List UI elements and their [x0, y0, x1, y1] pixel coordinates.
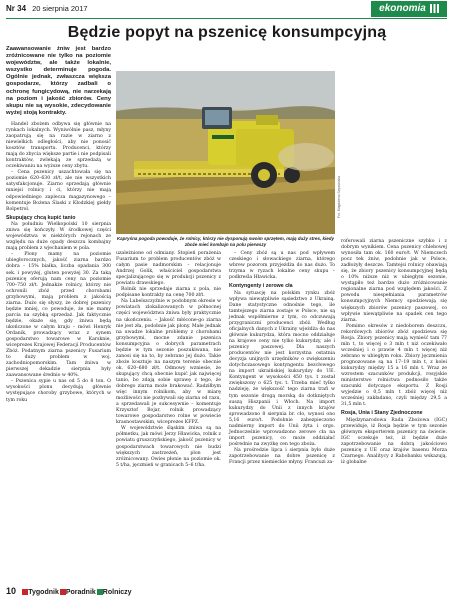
paragraph: – Ceny zbóż są u nas pod wpływem czeskiego i słowackiego ziarna, którego wbrew pozorom przyjeżdża do nas dużo. To trzyma w ryzach lokalne ceny skupu – podkreśla Hławicka.: [229, 251, 335, 281]
footer-logo-part: Tygodnik: [28, 589, 59, 596]
paragraph: – Plony mamy na poziomie ubiegłorocznych, jakość ziarna bardzo dobra – 15% białka, liczba opadania 300 sek. i powyżej, gluten powyżej 30. Za taką pszenicę oferują nam ceny na poziomie 700–750 zł/t. Jednakże rolnicy, którzy nie ochronili zbóż przed chorobami grzybowymi, mają problem z jakością ziarna. Dużo się słyszy, że dobrej pszenicy będzie mniej, co powoduje, że nie mamy parcia na szybką sprzedaż. Jak faktycznie będzie, okaże się, gdy żniwa będą ukończone w całym kraju – mówi Henryk Ordanik, prowadzący wraz z synem gospodarstwo towarowe w Karsknie, wiceprezes Krajowej Federacji Producentów Zbóż. Podatnym ziarna pszenicy Fusarium to duży problem w woj. zachodniopomorskim. Tam żniwa w pierwszej dekadzie sierpnia były zaawansowane średnio w 40%.: [6, 252, 111, 379]
paragraph: Rolnik nie sprzedaje ziarna z pola, nie podpisane kontrakty na cenę 700 zł/t.: [116, 287, 221, 299]
column-3: [229, 251, 335, 466]
paragraph: roferowali ziarna pszeniczne szybko i z dobrym wynikiem. Cena pszenicy chlebowej wynosiła tam ok. 160 euro/t. W Niemczech pocz tek żniw, podobnie jak w Polsce, zadłożyły deszcze. Tamtejsi rolnicy obawiają się, że zbiory pszenicy konsumpcyjnej będą o 10% niższe niż w ubiegłym sezonie, wystąpiło też bardzo dużo zróżnicowanie regionalne ziarna pod względem jakości. Z powodu niespełniania parametrów konsumpcyjnych Niemcy spodziewają się większych zbiorów pszenicy paszowej, co wpływie niewątpliwie na spadek cen tego ziarna.: [341, 239, 447, 323]
column-4: [341, 239, 447, 466]
paragraph: Na prośredzie lipca i sierpnia było duże zapotrzebowanie na dobre pszenicę z Francji przez niemieckie młyny. Francuzi za-: [229, 447, 335, 466]
section-name: ekonomia: [379, 3, 426, 14]
footer-logo-part: Rolniczy: [102, 589, 132, 596]
harvest-photo: [116, 71, 335, 234]
photo-caption: Kapryśna pogoda powoduje, że rolnicy, którzy nie dysponują swoim sprzętem, mają duży stres, kiedy zboże mieć kombajn na polu pierwszy: [116, 236, 335, 247]
issue-date: 20 sierpnia 2017: [32, 4, 88, 13]
paragraph: Handel zbożem odbywa się głównie na rynkach lokalnych. Wyniwólnie pasz, młyny zaopatrują się na razie w ziarno z niewielkich odległości, aby nie ponosić kosztów transportu. Producenci, którzy mają do zbycia większe partie i nie podpisali kontraktów, zwlekają ze sprzedażą w oczekiwaniu na wyższe ceny zbytu.: [6, 121, 111, 170]
bar-chart-icon: [430, 4, 439, 13]
column-1: [6, 46, 111, 404]
article-lead: Zaawansowanie żniw jest bardzo zróżnicowane nie tylko na poziomie województw, ale także lokalnie, wszystko determinuje pogoda. Ogólnie jednak, zwłaszcza większa gospodarze, którzy zadbali o ochronę fungicydową, nie narzekają na poziom i jakość zbiorów. Ceny skupu nie są wysokie, zdecydowanie wyżej stoją kontrakty.: [6, 46, 111, 116]
combine-harvester-illustration: [116, 71, 335, 234]
page-header: [6, 4, 88, 13]
column-2: [116, 251, 221, 469]
paragraph: – Pszenica sypie u nas od 5 do 8 ton. O wysokości plonu decydują głównie występujące choroby grzybowe, których w tym roku: [6, 379, 111, 403]
paragraph: Na Lubelszczyźnie w podobnym okresie w powiatach zlokalizowanych w północnej części województwa żniwa były praktycznie na ukończeniu. – Jakość młócone-go ziarna nie jest zła, podobnie jak plony. Małe jednak na uwadze lokalne problemy z chorobami grzybowymi, mocne zdanie pszenica konsumpcyjna o dobrych parametrach będzie w tym sezonie poszukiwana, nie zanosi się na to, by zebrano jej dużo. Takie zboże kosztuje na naszym terenie obecnie ok. 620–680 zł/t. Odmowy wzniesie, że skupujący chcą obecnie kupić jak najwięcej tanio, bo zdają sobie sprawę z tego, że dobrego ziarna może brakować. Radziłbym więc innym rolnikom, aby w miarę możliwości nie pozbywali się ziarna od razu, a sprzedawali je sukcesywnie – komentuje Krzysztof Bojar, rolnik prowadzący towarowe gospodarstwo rolne w powiecie krasnostawskim, wiceprezes KFPZ.: [116, 299, 221, 426]
paragraph: W województwie śląskim żniwa są na półmetku, jak mówi Jerzy Hławicka, rolnik z powiatu gruszczyńskiego, jakość pszenicy w gospodarstwach towarowych nie budzi większych zastrzeżeń, plon jest zróżnicowany. Owies płonie na poziomie ok. 5 t/ha, jęczmień w granicach 5–6 t/ha.: [116, 426, 221, 468]
page-number: 10: [6, 586, 17, 596]
photo-credit: Fot. Magdalena Szymańska: [337, 176, 341, 219]
article-title: Będzie popyt na pszenicę konsumpcyjną: [67, 24, 387, 41]
subheading: Kontyngenty i zerowe cła: [229, 283, 293, 290]
paragraph: Na południu Wielkopolski 10 sierpnia zniwa się kończyły. W środkowej części województwa w niektórych rejonach ze względu na duże opady deszczu kombajny mają problem z wjechaniem w pola.: [6, 222, 111, 252]
header-rule: [6, 18, 447, 19]
paragraph: uzależnione od odmiany. Stopień porażenia Fusarium to problem producentów zbóż w całym pasie nadmorskim – relacjonuje Andrzej Golik, właściciel gospodarstwa specjalizującego się w produkcji pszenicy z powiatu drawskiego.: [116, 251, 221, 287]
paragraph: Międzynarodowa Rada Zbożowa (IGC) przewiduje, iż Rosja będzie w tym sezonie głównym eksporterem pszenicy na świecie. IGC oczekuje też, iż będzie duże zapotrzebowanie na dobrą jakościowo pszenicę z UE oraz krajów basenu Morza Czarnego. Analitycy z Rabobanku wskazują, iż globalne: [341, 417, 447, 466]
paragraph: – Cena pszenicy uszachtowała się na poziomie 620–630 zł/t, ale nie wszystkich satysfakcjonuje. Ziarno sprzedają głównie mniejsi rolnicy i ci, którzy nie mają odpowiedniego zaplecza magazynowego – komentuje Bożena Ślaski z Kłodzkiej giełdy Rolpetrol.: [6, 170, 111, 212]
subheading: Skupujący chcą kupić tanio: [6, 214, 76, 221]
paragraph: Na sytuację na polskim rynku zbóż wpływa niewątpliwie sąsiedztwo z Ukrainą. Dane statystyczne odnośnie tego, ile tamtejszego ziarna zostaje w Polsce, nie są jednak współmierne z tym, co odczuwają przygraniczni producenci zbóż. Według oficjalnych danych z Ukrainy wjeżdża do nas głównie kukurydza, która mocno oddziałuje na krajowe ceny nie tylko kukurydzy, ale i pszenicy paszowej. Dla naszych producentów nie jest korzystna ostatnia decyzja unijnych urzędników o zwiększeniu dotychczasowego kontyngentu bezcłowego na import ukraińskiej kukurydzy do UE. Kontyngent w wysokości 450 tys. t został zwiększony o 625 tys. t. Trzeba mieć tylko nadzieję, że większość tego ziarna trafi w tym sezonie drogą morską do dotkniętych suszą Hiszpanii i Włoch. Na import kukurydzy do Unii z innych krajów sprowadzono 8 sierpnia br. cło, wynosi ono 5,16 euro/t. Podobnie zabezpieczono nadmierny import do Unii żyta i orgo. Jednocześnie wprowadzono zerowe cła na import pszenicy, co może oddziałać pośrednio na zwyżkę cen tego zboża.: [229, 290, 335, 447]
section-label: [371, 1, 447, 17]
page-footer: [6, 586, 132, 596]
issue-number: Nr 34: [6, 4, 27, 13]
subheading: Rosja, Unia i Stany Zjednoczone: [341, 410, 423, 417]
footer-logo-part: Poradnik: [65, 589, 96, 596]
paragraph: Pomimo okresów z niedoborem deszczu, rekordowych zbiorów zbóż spodziewa się Rosja. Zbiory pszenicy mają wynieść tam 77 mln t, to więcej o 3 mln t niż oczekiwało wcześniej i o prawie 4 mln t więcej niż zebrano w ubiegłym roku. Zbiory jęczmienia prognozowane są na 17–19 mln t, z kolei kukurydzy między 15 a 16 mln t. Wraz ze wzrostem szacunków produkcji, rosyjskie ministerstwo rolnictwa podnosiło także szacunki dotyczące eksportu. Z Rosji wyjedzie o 0,5 mln t zbóż więcej niż wcześniej zakładano, czyli między 29,5 a 31,5 mln t.: [341, 323, 447, 408]
